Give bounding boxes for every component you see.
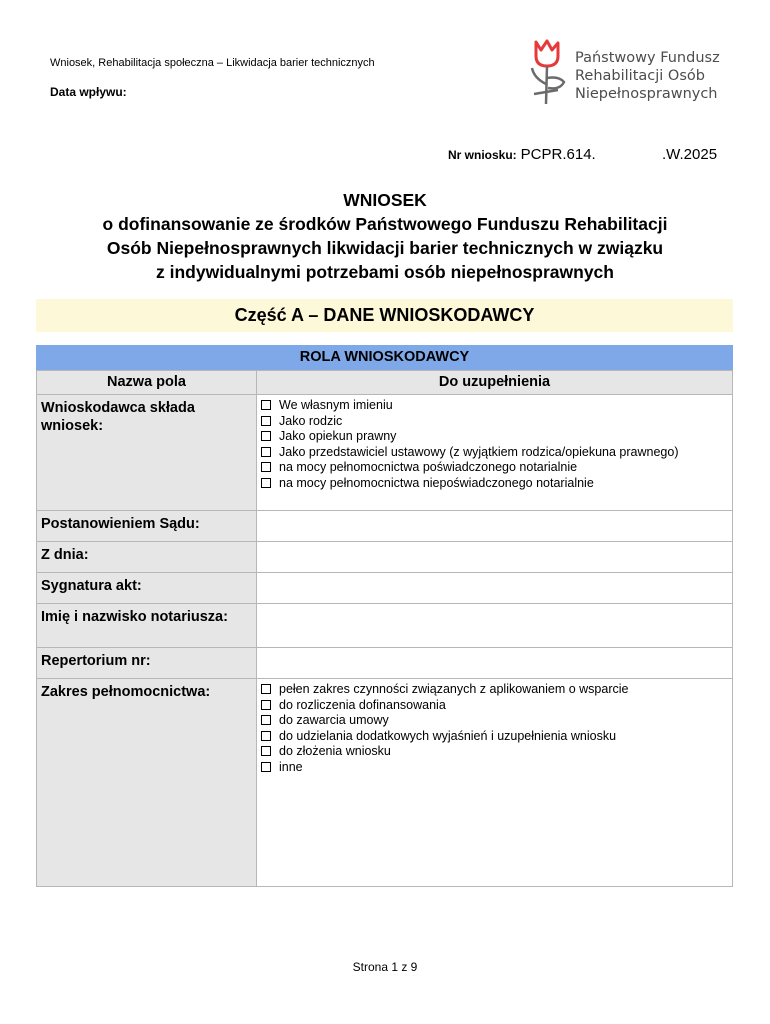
column-header-field: Nazwa pola: [37, 371, 257, 395]
option-contract[interactable]: do zawarcia umowy: [261, 713, 728, 729]
applicant-role-table: [36, 370, 733, 887]
pfron-flower-logo-icon: [526, 38, 570, 108]
power-scope-options: [257, 679, 733, 887]
court-decision-field[interactable]: [257, 511, 733, 542]
table-row: [37, 542, 733, 573]
checkbox-icon[interactable]: [261, 700, 271, 710]
role-section-heading: ROLA WNIOSKODAWCY: [36, 345, 733, 370]
option-own-name[interactable]: We własnym imieniu: [261, 398, 728, 414]
date-field[interactable]: [257, 542, 733, 573]
logo-line-2: Rehabilitacji Osób: [575, 68, 705, 84]
checkbox-icon[interactable]: [261, 462, 271, 472]
checkbox-icon[interactable]: [261, 431, 271, 441]
role-options: [257, 395, 733, 511]
title-line-2: o dofinansowanie ze środków Państwowego Funduszu Rehabilitacji: [102, 214, 668, 234]
table-header-row: [37, 371, 733, 395]
option-submission[interactable]: do złożenia wniosku: [261, 744, 728, 760]
option-legal-guardian[interactable]: Jako opiekun prawny: [261, 429, 728, 445]
checkbox-icon[interactable]: [261, 416, 271, 426]
title-line-1: WNIOSEK: [343, 190, 427, 210]
application-number-suffix: .W.2025: [662, 146, 718, 163]
option-explanations[interactable]: do udzielania dodatkowych wyjaśnień i uzupełnienia wniosku: [261, 729, 728, 745]
row-label: Wnioskodawca składa wniosek:: [37, 395, 257, 511]
date-received-label: Data wpływu:: [50, 85, 127, 99]
checkbox-icon[interactable]: [261, 715, 271, 725]
application-number-label: Nr wniosku:: [448, 148, 517, 162]
title-line-4: z indywidualnymi potrzebami osób niepełnosprawnych: [156, 262, 614, 282]
pfron-logo: [526, 38, 736, 110]
option-other[interactable]: inne: [261, 760, 728, 776]
document-title: [40, 188, 730, 284]
checkbox-icon[interactable]: [261, 746, 271, 756]
row-label: Postanowieniem Sądu:: [37, 511, 257, 542]
option-statutory-representative[interactable]: Jako przedstawiciel ustawowy (z wyjątkiem rodzica/opiekuna prawnego): [261, 445, 728, 461]
part-a-heading: Część A – DANE WNIOSKODAWCY: [36, 299, 733, 332]
row-label: Imię i nazwisko notariusza:: [37, 604, 257, 648]
checkbox-icon[interactable]: [261, 400, 271, 410]
row-label: Repertorium nr:: [37, 648, 257, 679]
table-row: [37, 604, 733, 648]
row-label: Z dnia:: [37, 542, 257, 573]
application-number-prefix: PCPR.614.: [520, 146, 596, 163]
table-row: [37, 679, 733, 887]
row-label: Zakres pełnomocnictwa:: [37, 679, 257, 887]
table-row: [37, 573, 733, 604]
checkbox-icon[interactable]: [261, 447, 271, 457]
checkbox-icon[interactable]: [261, 684, 271, 694]
option-parent[interactable]: Jako rodzic: [261, 414, 728, 430]
title-line-3: Osób Niepełnosprawnych likwidacji barier technicznych w związku: [106, 238, 664, 258]
case-reference-field[interactable]: [257, 573, 733, 604]
application-number: [448, 146, 718, 164]
page-number: Strona 1 z 9: [352, 960, 418, 974]
checkbox-icon[interactable]: [261, 478, 271, 488]
option-settlement[interactable]: do rozliczenia dofinansowania: [261, 698, 728, 714]
table-row: [37, 395, 733, 511]
option-non-notarized-power[interactable]: na mocy pełnomocnictwa niepoświadczonego notarialnie: [261, 476, 728, 492]
checkbox-icon[interactable]: [261, 731, 271, 741]
row-label: Sygnatura akt:: [37, 573, 257, 604]
option-full-scope[interactable]: pełen zakres czynności związanych z aplikowaniem o wsparcie: [261, 682, 728, 698]
logo-line-1: Państwowy Fundusz: [575, 50, 720, 66]
option-notarized-power[interactable]: na mocy pełnomocnictwa poświadczonego notarialnie: [261, 460, 728, 476]
repertory-number-field[interactable]: [257, 648, 733, 679]
logo-line-3: Niepełnosprawnych: [575, 86, 718, 102]
table-row: [37, 648, 733, 679]
column-header-fill: Do uzupełnienia: [257, 371, 733, 395]
form-title: Wniosek, Rehabilitacja społeczna – Likwidacja barier technicznych: [50, 57, 375, 69]
checkbox-icon[interactable]: [261, 762, 271, 772]
notary-name-field[interactable]: [257, 604, 733, 648]
table-row: [37, 511, 733, 542]
